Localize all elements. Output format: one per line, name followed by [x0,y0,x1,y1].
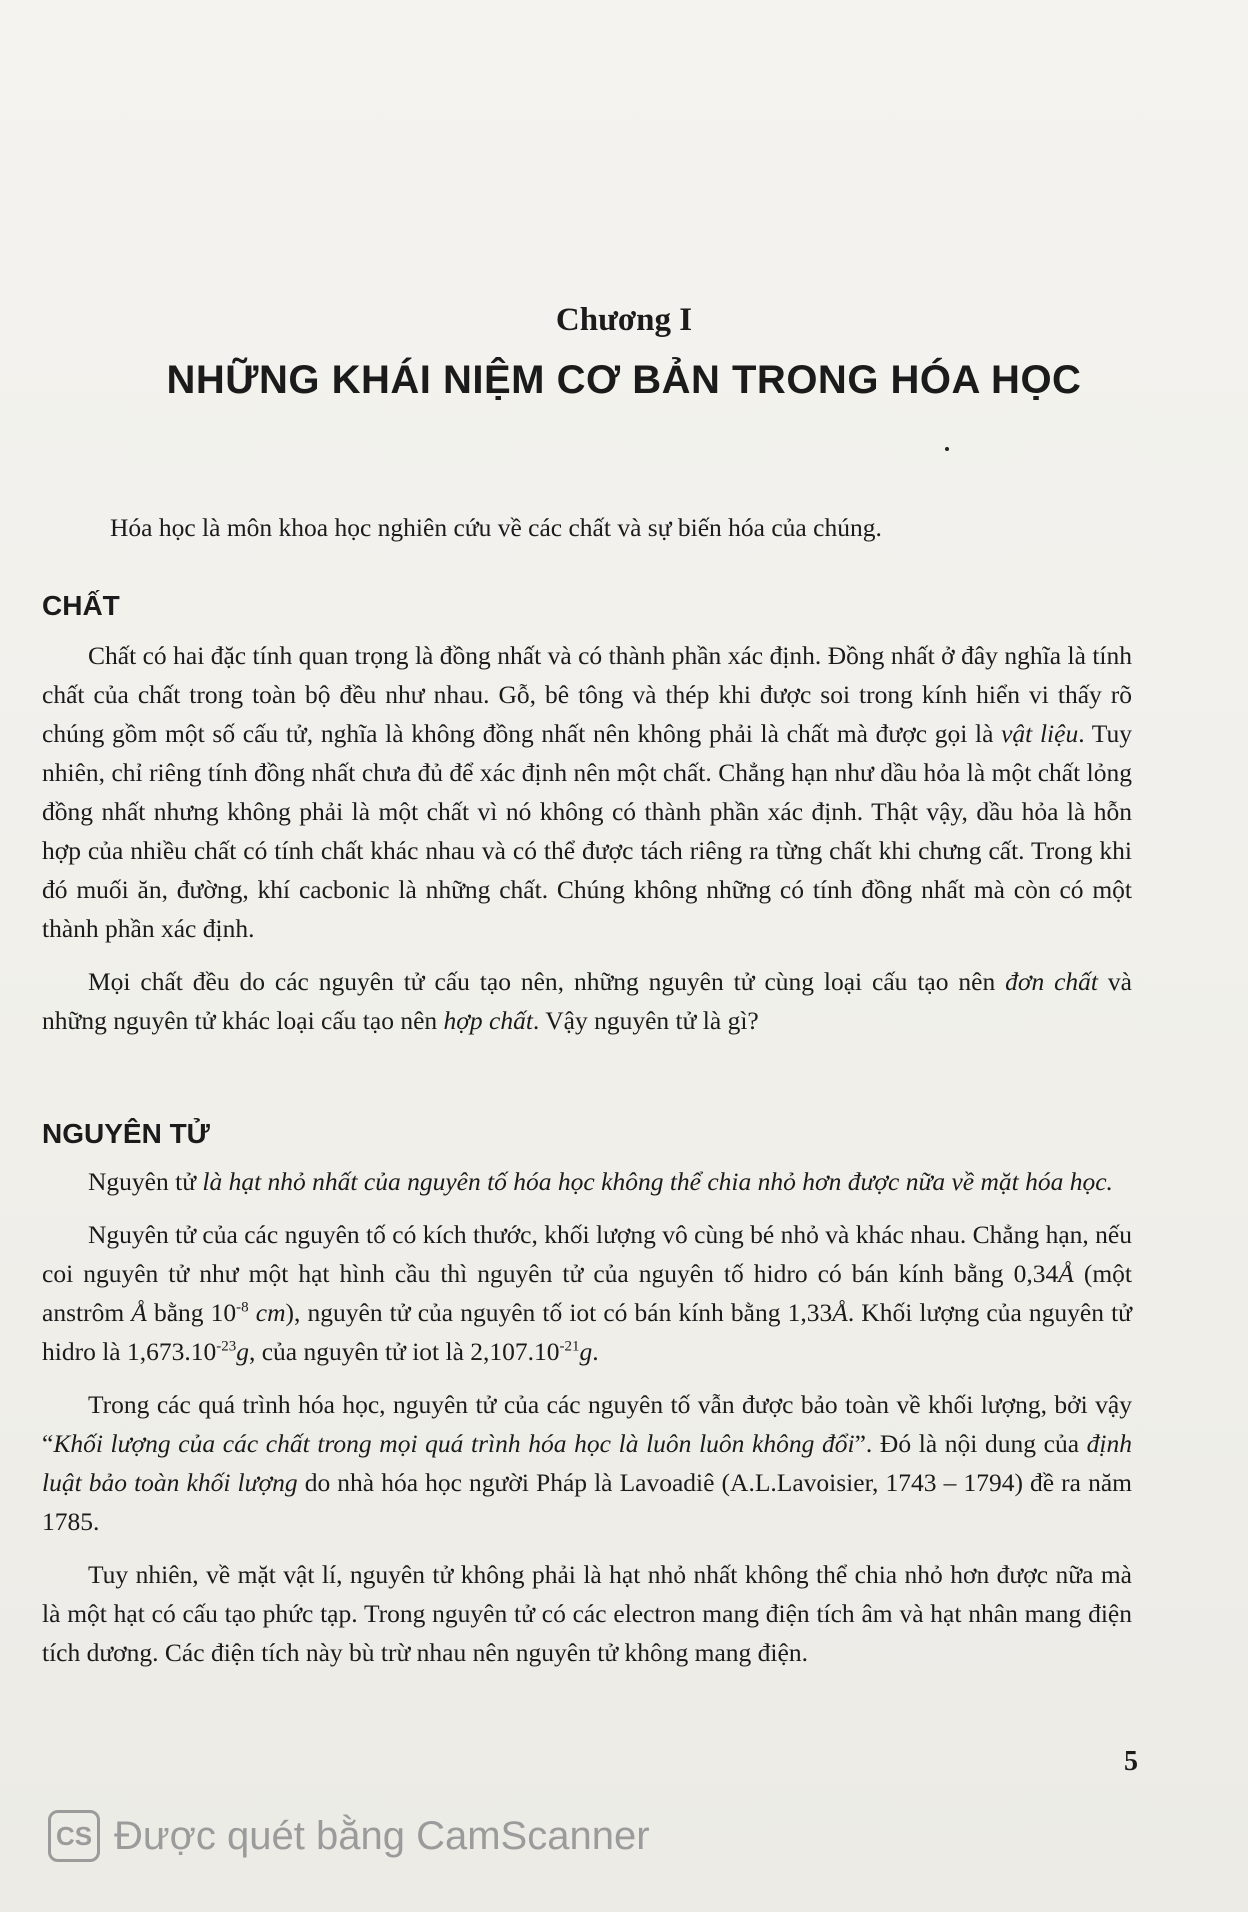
paragraph: Trong các quá trình hóa học, nguyên tử của các nguyên tố vẫn được bảo toàn về khối lượng, bởi vậy “Khối lượng của các chất trong mọi quá trình hóa học là luôn luôn không đổi”. Đó là nội dung của định luật bảo toàn khối lượng do nhà hóa học người Pháp là Lavoadiê (A.L.Lavoisier, 1743 – 1794) đề ra năm 1785. [42,1390,1133,1536]
speck [945,447,949,451]
camscanner-logo-icon: CS [48,1810,100,1862]
chapter-label: Chương I [555,302,693,338]
page-number: 5 [1124,1746,1138,1777]
chapter-title: NHỮNG KHÁI NIỆM CƠ BẢN TRONG HÓA HỌC [166,358,1082,402]
section-heading-nguyen-tu: NGUYÊN TỬ [42,1118,210,1149]
camscanner-watermark [48,1810,650,1862]
paragraph: Chất có hai đặc tính quan trọng là đồng nhất và có thành phần xác định. Đồng nhất ở đây nghĩa là tính chất của chất trong toàn bộ đều như nhau. Gỗ, bê tông và thép khi được soi trong kính hiển vi thấy rõ chúng gồm một số cấu tử, nghĩa là không đồng nhất nên không phải là chất mà được gọi là vật liệu. Tuy nhiên, chỉ riêng tính đồng nhất chưa đủ để xác định nên một chất. Chẳng hạn như dầu hỏa là một chất lỏng đồng nhất nhưng không phải là một chất vì nó không có thành phần xác định. Thật vậy, dầu hỏa là hỗn hợp của nhiều chất có tính chất khác nhau và có thể được tách riêng ra từng chất khi chưng cất. Trong khi đó muối ăn, đường, khí cacbonic là những chất. Chúng không những có tính đồng nhất mà còn có một thành phần xác định. [42,641,1132,943]
paragraph: Nguyên tử của các nguyên tố có kích thước, khối lượng vô cùng bé nhỏ và khác nhau. Chẳng hạn, nếu coi nguyên tử như một hạt hình cầu thì nguyên tử của nguyên tố hidro có bán kính bằng 0,34Å (một anstrôm Å bằng $10^{-8}$ cm), nguyên tử của nguyên tố iot có bán kính bằng 1,33Å. Khối lượng của nguyên tử hidro là $1,673.10^{-23}g$, của nguyên tử iot là $2,107.10^{-21}g$. [42,1220,1133,1366]
definition-paragraph: Nguyên tử là hạt nhỏ nhất của nguyên tố hóa học không thể chia nhỏ hơn được nữa về mặt hóa học. [88,1167,1113,1196]
section-nguyen-tu-body [42,1162,1132,1686]
watermark-text: Được quét bằng CamScanner [114,1813,650,1858]
section-chat-body [42,636,1132,1054]
intro-paragraph: Hóa học là môn khoa học nghiên cứu về các chất và sự biến hóa của chúng. [110,513,882,542]
section-heading-chat: CHẤT [42,590,120,621]
paragraph: Tuy nhiên, về mặt vật lí, nguyên tử không phải là hạt nhỏ nhất không thể chia nhỏ hơn được nữa mà là một hạt có cấu tạo phức tạp. Trong nguyên tử có các electron mang điện tích âm và hạt nhân mang điện tích dương. Các điện tích này bù trừ nhau nên nguyên tử không mang điện. [42,1560,1132,1667]
paragraph: Mọi chất đều do các nguyên tử cấu tạo nên, những nguyên tử cùng loại cấu tạo nên đơn chất và những nguyên tử khác loại cấu tạo nên hợp chất. Vậy nguyên tử là gì? [42,967,1132,1035]
